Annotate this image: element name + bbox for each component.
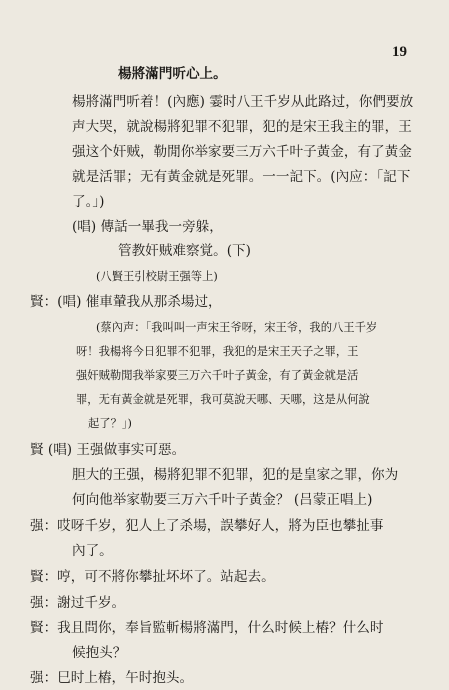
text-line-24: 候抱头？ [72,645,127,661]
aside-line-1: (蔡內声：「我叫叫一声宋王爷呀，宋王爷，我的八王千岁 [96,321,378,334]
text-line-21: 賢：哼，可不將你攀扯坏坏了。站起去。 [30,569,275,585]
text-line-22: 强：謝过千岁。 [30,595,126,611]
text-line-4: 强这个奸贼，勒閒你举家要三万六千叶子黃金，有了黃金 [72,144,412,160]
text-line-6: 了。」) [72,194,105,210]
text-line-8: 管教奸贼难察覚。(下) [118,243,251,259]
aside-line-2: 呀！我楊将今日犯罪不犯罪，我犯的是宋王天子之罪，王 [76,345,359,358]
text-line-19: 强：哎呀千岁，犯人上了杀場，誤攀好人，將为臣也攀扯事 [30,518,384,534]
text-line-3: 声大哭，就說楊將犯罪不犯罪，犯的是宋王我主的罪，王 [72,119,412,135]
text-line-23: 賢：我且問你，奉旨監斬楊將滿門，什么时候上樁？什么时 [30,620,384,636]
text-line-7: (唱) 傳話一畢我一旁躲， [72,219,223,235]
text-line-16: 賢 (唱) 王强做事实可惡。 [30,442,186,458]
page-number: 19 [392,44,407,60]
text-line-17: 胆大的王强，楊將犯罪不犯罪，犯的是皇家之罪，你为 [72,467,399,483]
text-line-5: 就是活罪；无有黃金就是死罪。一一記下。(內应：「記下 [72,169,411,185]
aside-line-3: 强奸贼勒閒我举家要三万六千叶子黃金，有了黃金就是活 [76,369,359,382]
stage-direction-1: (八賢王引校尉王强等上) [96,270,218,283]
text-line-1: 楊將滿門听心上。 [118,66,227,82]
text-line-10: 賢：(唱) 催車輦我从那杀場过， [30,294,222,310]
text-line-20: 內了。 [72,543,113,559]
text-line-25: 强：巳时上樁，午时抱头。 [30,670,194,686]
aside-line-4: 罪，无有黃金就是死罪，我可莫說天哪、天哪，这是从何說 [76,393,370,406]
text-line-18: 何向他举家勒要三万六千叶子黃金？ (吕蒙正唱上) [72,492,373,508]
aside-line-5: 起了？」) [88,417,132,430]
text-line-2: 楊將滿門听着！(內應) 霎时八王千岁从此路过，你們要放 [72,94,414,110]
